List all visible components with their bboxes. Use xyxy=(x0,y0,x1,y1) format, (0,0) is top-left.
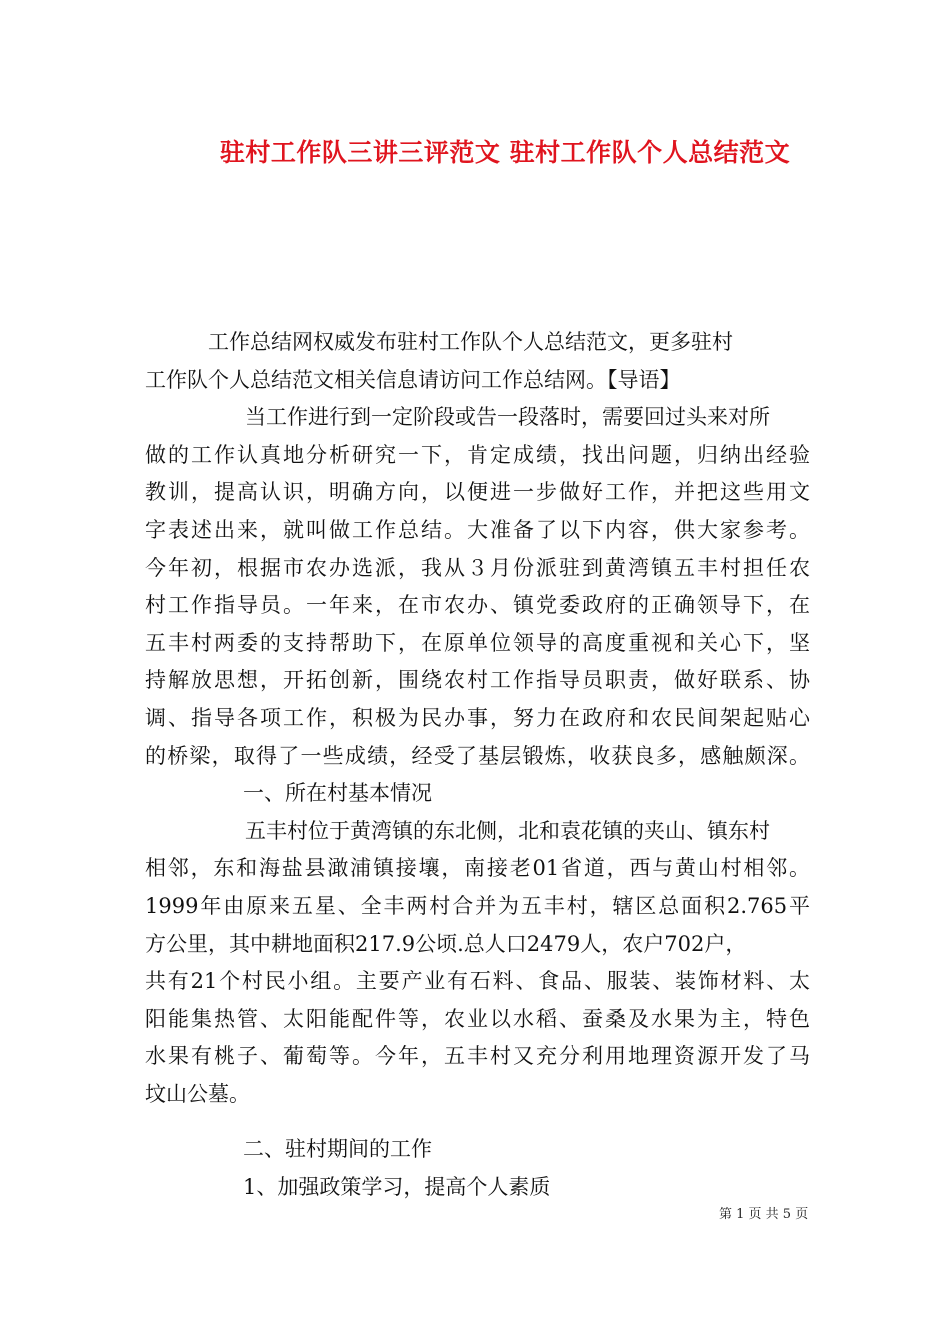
spacer xyxy=(145,1113,810,1131)
document-body xyxy=(145,324,810,1207)
subsection-heading: 1、加强政策学习，提高个人素质 xyxy=(243,1175,551,1200)
paragraph-line: 阳能集热管、太阳能配件等，农业以水稻、蚕桑及水果为主，特色 xyxy=(145,1006,810,1031)
section-heading: 二、驻村期间的工作 xyxy=(243,1137,432,1162)
paragraph-line: 今年初，根据市农办选派，我从３月份派驻到黄湾镇五丰村担任农 xyxy=(145,555,810,580)
paragraph-line: 村工作指导员。一年来，在市农办、镇党委政府的正确领导下，在 xyxy=(145,593,810,618)
paragraph-line: 方公里，其中耕地面积217.9公顷.总人口2479人，农户702户， xyxy=(145,931,747,956)
section-heading: 一、所在村基本情况 xyxy=(243,781,432,806)
paragraph-line: 工作总结网权威发布驻村工作队个人总结范文，更多驻村 xyxy=(208,330,733,354)
paragraph-line: 共有21个村民小组。主要产业有石料、食品、服装、装饰材料、太 xyxy=(145,969,810,994)
paragraph-line: 教训，提高认识，明确方向，以便进一步做好工作，并把这些用文 xyxy=(145,480,810,505)
page-footer: 第 1 页 共 5 页 xyxy=(719,1207,809,1222)
paragraph-line: 调、指导各项工作，积极为民办事，努力在政府和农民间架起贴心 xyxy=(145,705,810,730)
paragraph-line: 工作队个人总结范文相关信息请访问工作总结网。【导语】 xyxy=(145,367,681,392)
paragraph-line: 字表述出来，就叫做工作总结。大准备了以下内容，供大家参考。 xyxy=(145,517,810,542)
paragraph-line: 做的工作认真地分析研究一下，肯定成绩，找出问题，归纳出经验 xyxy=(145,442,810,467)
paragraph-line: 1999年由原来五星、全丰两村合并为五丰村，辖区总面积2.765平 xyxy=(145,893,810,918)
paragraph-line: 相邻，东和海盐县澉浦镇接壤，南接老01省道，西与黄山村相邻。 xyxy=(145,856,810,881)
paragraph-line: 持解放思想，开拓创新，围绕农村工作指导员职责，做好联系、协 xyxy=(145,668,810,693)
paragraph-line: 的桥梁，取得了一些成绩，经受了基层锻炼，收获良多，感触颇深。 xyxy=(145,743,810,768)
paragraph-line: 当工作进行到一定阶段或告一段落时，需要回过头来对所 xyxy=(245,405,770,430)
paragraph-line: 水果有桃子、葡萄等。今年，五丰村又充分利用地理资源开发了马 xyxy=(145,1044,810,1069)
paragraph-line: 坟山公墓。 xyxy=(145,1081,250,1106)
paragraph-line: 五丰村位于黄湾镇的东北侧，北和袁花镇的夹山、镇东村 xyxy=(245,818,770,843)
paragraph-line: 五丰村两委的支持帮助下，在原单位领导的高度重视和关心下，坚 xyxy=(145,630,810,655)
page-title: 驻村工作队三讲三评范文 驻村工作队个人总结范文 xyxy=(219,138,791,167)
